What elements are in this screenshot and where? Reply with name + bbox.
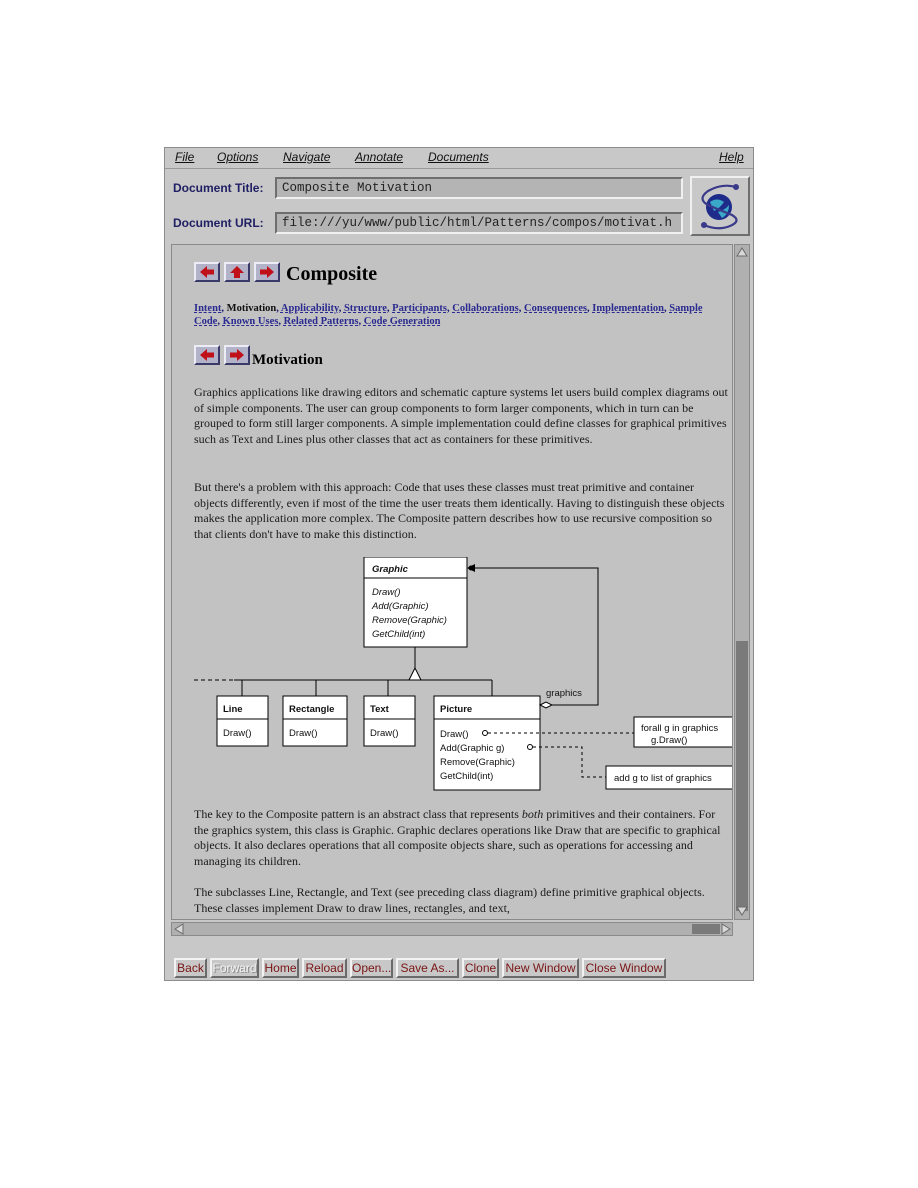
scroll-left-icon[interactable] [173,923,185,935]
current-section-motivation: Motivation [226,303,277,314]
rectangle-class-name: Rectangle [289,704,335,715]
prev-page-button[interactable] [194,262,220,282]
new-window-button[interactable]: New Window [502,958,579,978]
rectangle-op: Draw() [289,728,318,739]
back-button[interactable]: Back [174,958,207,978]
link-structure[interactable]: Structure [343,303,387,314]
picture-op: Add(Graphic g) [440,743,505,754]
paragraph-3 [194,807,729,869]
horizontal-scrollbar[interactable] [171,922,733,936]
scroll-right-icon[interactable] [720,923,732,935]
document-view[interactable] [171,244,733,920]
arrow-up-icon [226,264,248,280]
reload-button[interactable]: Reload [302,958,347,978]
inheritance-triangle [409,668,421,680]
up-page-button[interactable] [224,262,250,282]
vertical-scrollbar[interactable] [734,244,750,920]
link-code-generation[interactable]: Code Generation [363,315,441,327]
link-collaborations[interactable]: Collaborations [452,303,519,314]
line-op: Draw() [223,728,252,739]
globe-logo-icon[interactable] [690,176,750,236]
link-related-patterns[interactable]: Related Patterns [283,315,359,327]
link-intent[interactable]: Intent [194,303,222,314]
section-next-button[interactable] [224,345,250,365]
menu-navigate[interactable]: Navigate [283,150,331,164]
text-class-name: Text [370,704,389,715]
line-class-name: Line [223,704,243,715]
aggregation-line [474,568,598,705]
graphic-op: Add(Graphic) [372,601,429,612]
paragraph-3-text: primitives and their containers. For the graphics system, this class is Graphic. Graphic declares operations like Draw that are specific to graphical objects. It also declares operations that all composite objects share, such as operations for accessing and managing its children. [194,807,721,868]
note-draw-line: g.Draw() [651,735,688,746]
picture-op: Draw() [440,729,469,740]
section-prev-button[interactable] [194,345,220,365]
aggregation-diamond [540,702,552,708]
menu-annotate[interactable]: Annotate [355,150,404,164]
arrow-right-icon [256,264,278,280]
clone-button[interactable]: Clone [462,958,499,978]
role-label: graphics [546,688,582,699]
link-known-uses[interactable]: Known Uses [222,315,279,327]
link-applicability[interactable]: Applicability [280,303,339,314]
paragraph-2: But there's a problem with this approach: Code that uses these classes must treat primitive and container objects differently, even if most of the time the user treats them identically. Having to distinguish these objects makes the application more complex. The Composite pattern describes how to use recursive composition so that clients don't have to make this distinction. [194,480,725,541]
close-window-button[interactable]: Close Window [582,958,666,978]
document-title-label: Document Title: [173,181,264,195]
next-page-button[interactable] [254,262,280,282]
scroll-down-icon[interactable] [736,905,748,917]
arrow-left-icon [196,264,218,280]
vertical-scroll-thumb[interactable] [736,641,748,911]
open-button[interactable]: Open... [350,958,393,978]
link-participants[interactable]: Participants [392,303,447,314]
menu-bar [165,148,753,169]
browser-window [164,147,754,981]
scroll-up-icon[interactable] [736,246,748,258]
link-sample-code[interactable]: Sample Code [194,303,703,327]
menu-options[interactable]: Options [217,150,259,164]
text-op: Draw() [370,728,399,739]
paragraph-4: The subclasses Line, Rectangle, and Text (see preceding class diagram) define primitive graphical objects. These classes implement Draw to draw lines, rectangles, and text, [194,885,705,915]
menu-file[interactable]: File [175,150,195,164]
horizontal-scroll-thumb[interactable] [692,924,720,934]
class-diagram [172,557,733,797]
graphic-op: Remove(Graphic) [372,615,447,626]
picture-class-name: Picture [440,704,473,715]
graphic-class-name: Graphic [372,564,408,575]
home-button[interactable]: Home [262,958,299,978]
document-title-field[interactable]: Composite Motivation [275,177,683,199]
paragraph-1: Graphics applications like drawing editors and schematic capture systems let users build complex diagrams out of simple components. The user can group components to form larger components, which in turn can be grouped to form still larger components. A simple implementation could define classes for graphical primitives such as Text and Lines plus other classes that act as containers for these primitives. [194,385,728,446]
graphic-op: Draw() [372,587,401,598]
note-draw-line: forall g in graphics [641,723,719,734]
menu-help[interactable]: Help [719,150,744,164]
paragraph-3-emphasis: both [521,807,544,821]
picture-op: GetChild(int) [440,771,494,782]
link-implementation[interactable]: Implementation [592,303,665,314]
document-url-field[interactable]: file:///yu/www/public/html/Patterns/compos/motivat.h [275,212,683,234]
picture-op: Remove(Graphic) [440,757,515,768]
arrow-left-icon [196,347,218,363]
note-add-text: add g to list of graphics [614,773,712,784]
page-title: Composite [286,263,378,285]
document-url-label: Document URL: [173,216,264,230]
paragraph-3-text: The key to the Composite pattern is an abstract class that represents [194,807,522,821]
section-links: Intent, Motivation, Applicability, Structure, Participants, Collaborations, Consequences, Implementation, Sample Code, Known Uses, Related Patterns, Code Generation [194,303,703,327]
section-title: Motivation [252,352,323,368]
link-consequences[interactable]: Consequences [524,303,588,314]
save-as-button[interactable]: Save As... [396,958,459,978]
arrow-right-icon [226,347,248,363]
forward-button[interactable]: Forward [210,958,259,978]
graphic-op: GetChild(int) [372,629,426,640]
menu-documents[interactable]: Documents [428,150,489,164]
